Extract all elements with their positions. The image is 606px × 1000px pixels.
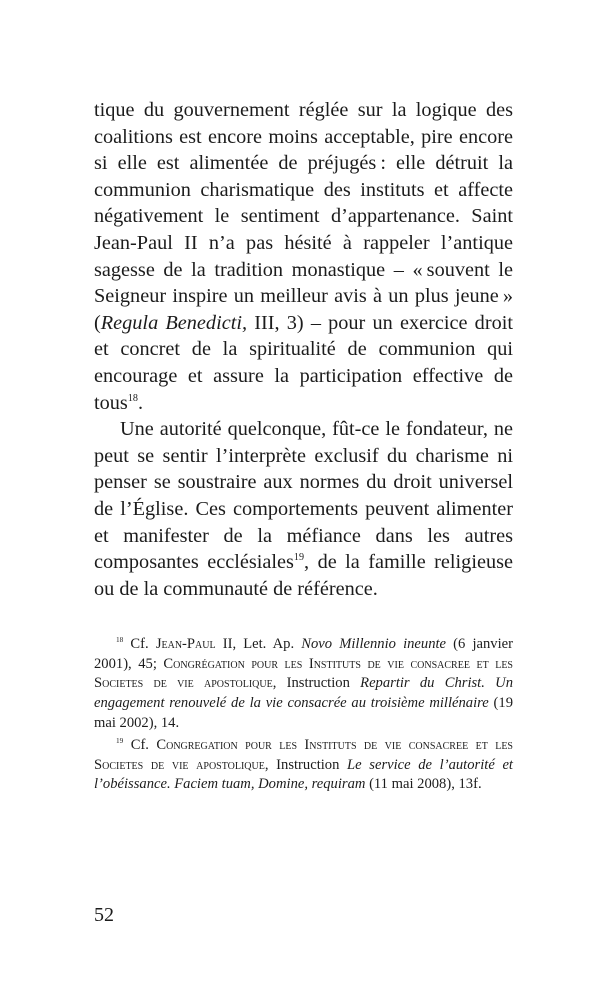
footnotes	[94, 635, 513, 795]
paragraph-2: Une autorité quelconque, fût-ce le fondateur, ne peut se sentir l’interprète exclusif du charisme ni penser se soustraire aux normes du droit universel de l’Église. Ces comportements peuvent alimenter et manifester de la méfiance dans les autres composantes ecclésiales$^{19}$, de la famille religieuse ou de la communauté de référence.	[94, 418, 513, 600]
italic-citation: Regula Benedicti,	[100, 311, 248, 334]
footnote-ref-19: 19	[293, 551, 305, 563]
footnote-18: $^{18}$ Cf. Jean-Paul II, Let. Ap. Novo Millennio ineunte (6 janvier 2001), 45; Congrégation pour les Instituts de vie consacree et les Societes de vie apostolique, Instruction Repartir du Christ. Un engagement renouvelé de la vie consacrée au troisième millénaire (19 mai 2002), 14.	[94, 635, 513, 731]
page-number: 52	[94, 904, 114, 926]
paragraph-1: tique du gouvernement réglée sur la logique des coalitions est encore moins acceptable, pire encore si elle est alimentée de préjugés : elle détruit la communion charismatique des instituts et affecte négativement le sentiment d’appartenance. Saint Jean-Paul II n’a pas hésité à rappeler l’antique sagesse de la tradition monastique – « souvent le Seigneur inspire un meilleur avis à un plus jeune » (Regula Benedicti, III, 3) – pour un exercice droit et concret de la spiritualité de communion qui encourage et assure la participation effective de tous$^{18}$.	[94, 99, 513, 414]
footnote-ref-18: 18	[127, 392, 138, 404]
page-content	[94, 97, 513, 795]
footnote-19: $^{19}$ Cf. Congregation pour les Instituts de vie consacree et les Societes de vie apostolique, Instruction Le service de l’autorité et l’obéissance. Faciem tuam, Domine, requiram (11 mai 2008), 13f.	[94, 736, 513, 793]
body-text	[94, 97, 513, 602]
